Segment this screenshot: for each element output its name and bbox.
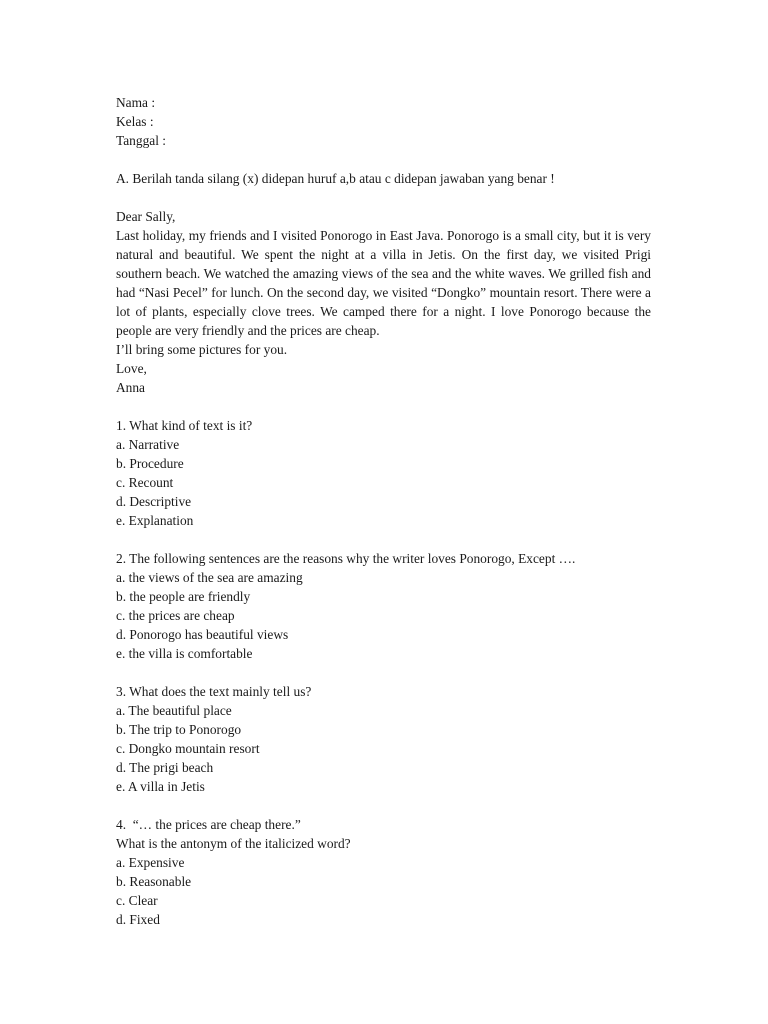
answer-option: e. the villa is comfortable	[116, 646, 253, 661]
answer-option: b. Procedure	[116, 456, 184, 471]
answer-option: d. Fixed	[116, 912, 160, 927]
instruction: A. Berilah tanda silang (x) didepan huruf a,b atau c didepan jawaban yang benar !	[116, 171, 555, 186]
field-tanggal: Tanggal :	[116, 133, 167, 148]
question-text: 1. What kind of text is it?	[116, 418, 253, 433]
answer-option: a. the views of the sea are amazing	[116, 570, 303, 585]
answer-option: c. Dongko mountain resort	[116, 741, 260, 756]
letter-greeting: Dear Sally,	[116, 209, 176, 224]
answer-option: b. the people are friendly	[116, 589, 251, 604]
answer-option: c. Clear	[116, 893, 158, 908]
document-page	[116, 93, 651, 929]
question-1	[116, 416, 651, 530]
question-4	[116, 815, 651, 929]
field-nama: Nama :	[116, 95, 156, 110]
letter-signoff: Love,	[116, 361, 147, 376]
question-text: 3. What does the text mainly tell us?	[116, 684, 312, 699]
question-2	[116, 549, 651, 663]
answer-option: e. A villa in Jetis	[116, 779, 205, 794]
answer-option: b. The trip to Ponorogo	[116, 722, 242, 737]
answer-option: c. the prices are cheap	[116, 608, 235, 623]
answer-option: a. The beautiful place	[116, 703, 232, 718]
letter-signature: Anna	[116, 380, 146, 395]
answer-option: b. Reasonable	[116, 874, 192, 889]
answer-option: d. Ponorogo has beautiful views	[116, 627, 289, 642]
answer-option: e. Explanation	[116, 513, 194, 528]
answer-option: d. Descriptive	[116, 494, 192, 509]
answer-option: d. The prigi beach	[116, 760, 214, 775]
question-subtext: What is the antonym of the italicized word?	[116, 836, 351, 851]
letter-body: Last holiday, my friends and I visited Ponorogo in East Java. Ponorogo is a small city, but it is very natural and beautiful. We spent the night at a villa in Jetis. On the first day, we visited Prigi southern beach. We watched the amazing views of the sea and the white waves. We grilled fish and had “Nasi Pecel” for lunch. On the second day, we visited “Dongko” mountain resort. There were a lot of plants, especially clove trees. We camped there for a night. I love Ponorogo because the people are very friendly and the prices are cheap.	[116, 228, 651, 338]
question-3	[116, 682, 651, 796]
question-text: 4. “… the prices are cheap there.”	[116, 817, 301, 832]
answer-option: c. Recount	[116, 475, 174, 490]
question-text: 2. The following sentences are the reasons why the writer loves Ponorogo, Except ….	[116, 551, 576, 566]
field-kelas: Kelas :	[116, 114, 154, 129]
answer-option: a. Expensive	[116, 855, 185, 870]
letter-closing-line: I’ll bring some pictures for you.	[116, 342, 288, 357]
answer-option: a. Narrative	[116, 437, 180, 452]
